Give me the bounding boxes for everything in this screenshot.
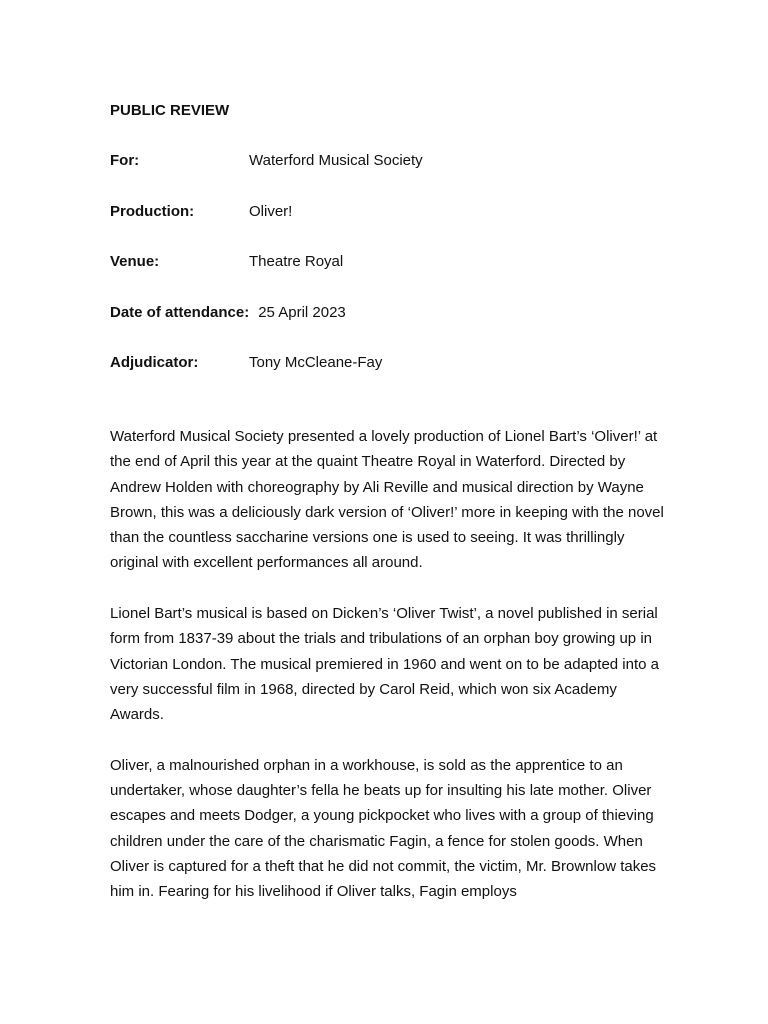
meta-row-adjudicator <box>110 351 670 375</box>
meta-label-production: Production: <box>110 202 195 220</box>
document-title: PUBLIC REVIEW <box>110 102 230 119</box>
meta-label-date: Date of attendance: <box>110 303 250 321</box>
meta-value-venue: Theatre Royal <box>249 253 344 270</box>
meta-row-venue <box>110 250 670 274</box>
paragraph-plot: Oliver, a malnourished orphan in a workhouse, is sold as the apprentice to an undertaker, whose daughter’s fella he beats up for insulting his late mother. Oliver escapes and meets Dodger, a young pickpocket who lives with a group of thieving children under the care of the charismatic Fagin, a fence for stolen goods. When Oliver is captured for a theft that he did not commit, the victim, Mr. Brownlow takes him in. Fearing for his livelihood if Oliver talks, Fagin employs <box>110 756 657 901</box>
meta-row-date <box>110 301 670 325</box>
meta-value-adjudicator: Tony McCleane-Fay <box>249 354 383 371</box>
meta-row-for <box>110 149 670 173</box>
meta-label-for: For: <box>110 152 140 169</box>
meta-label-venue: Venue: <box>110 253 160 270</box>
meta-value-for: Waterford Musical Society <box>249 152 423 169</box>
meta-value-production: Oliver! <box>249 202 293 220</box>
review-body <box>110 424 670 930</box>
meta-row-production <box>110 200 670 224</box>
paragraph-intro: Waterford Musical Society presented a lovely production of Lionel Bart’s ‘Oliver!’ at the end of April this year at the quaint Theatre Royal in Waterford. Directed by Andrew Holden with choreography by Ali Reville and musical direction by Wayne Brown, this was a deliciously dark version of ‘Oliver!’ more in keeping with the novel than the countless saccharine versions one is used to seeing. It was thrillingly original with excellent performances all around. <box>110 428 664 572</box>
meta-label-adjudicator: Adjudicator: <box>110 354 199 371</box>
meta-value-date: 25 April 2023 <box>258 303 346 321</box>
review-header <box>110 99 670 402</box>
paragraph-background: Lionel Bart’s musical is based on Dicken’s ‘Oliver Twist’, a novel published in serial form from 1837-39 about the trials and tribulations of an orphan boy growing up in Victorian London. The musical premiered in 1960 and went on to be adapted into a very successful film in 1968, directed by Carol Reid, which won six Academy Awards. <box>110 605 659 724</box>
